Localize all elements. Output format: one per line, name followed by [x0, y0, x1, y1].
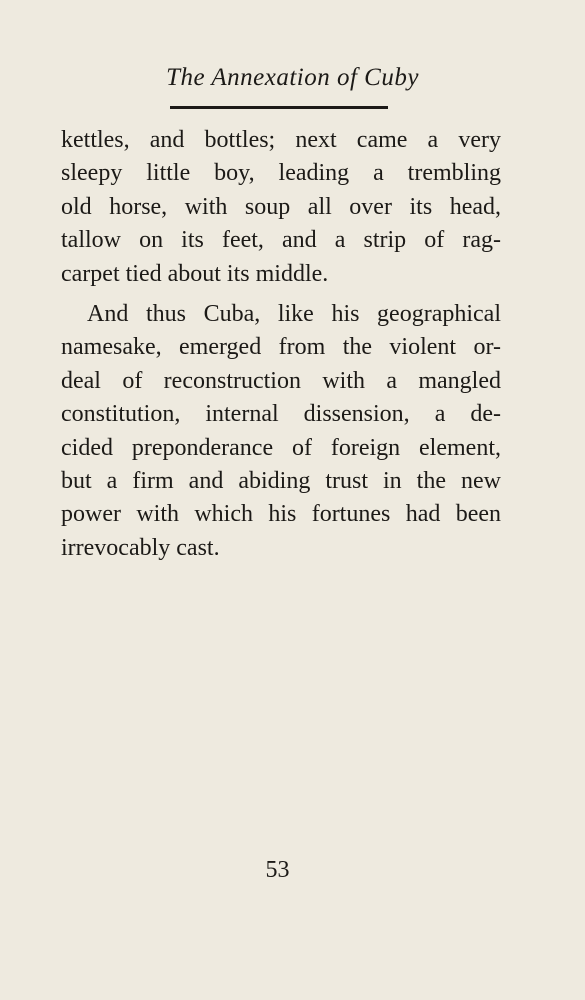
text-line: carpet tied about its middle. — [61, 260, 329, 287]
body-text — [61, 124, 501, 565]
text-line: namesake, emerged from the violent or- — [61, 334, 501, 361]
text-line: but a firm and abiding trust in the new — [61, 467, 501, 494]
paragraph-1 — [61, 124, 501, 291]
text-line: power with which his fortunes had been — [61, 501, 501, 528]
text-line: old horse, with soup all over its head, — [61, 193, 501, 220]
running-head: The Annexation of Cuby — [166, 64, 419, 91]
text-line: And thus Cuba, like his geographical — [87, 300, 501, 327]
text-line: constitution, internal dissension, a de- — [61, 401, 501, 428]
text-line: cided preponderance of foreign element, — [61, 434, 501, 461]
paragraph-2 — [61, 298, 501, 565]
text-line: kettles, and bottles; next came a very — [61, 127, 501, 153]
text-line: tallow on its feet, and a strip of rag- — [61, 227, 501, 254]
text-line: irrevocably cast. — [61, 534, 220, 561]
paragraph-gap — [61, 291, 501, 298]
text-line: sleepy little boy, leading a trembling — [61, 160, 501, 187]
page-number: 53 — [265, 857, 290, 883]
header-rule — [170, 106, 388, 109]
text-line: deal of reconstruction with a mangled — [61, 367, 501, 394]
